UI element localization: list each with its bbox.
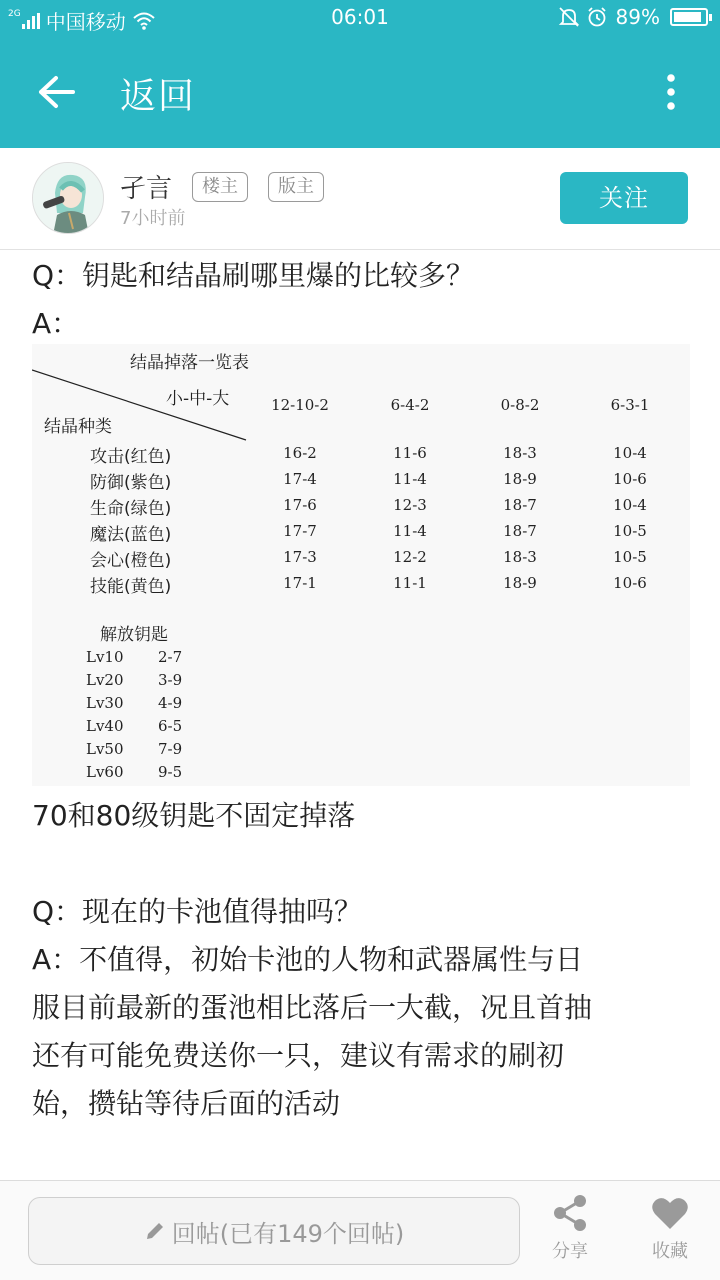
- post-line: Q：钥匙和结晶刷哪里爆的比较多？: [32, 259, 475, 292]
- key-level: Lv30: [86, 694, 124, 712]
- table-cell: 18-7: [503, 522, 537, 540]
- avatar[interactable]: [32, 162, 104, 234]
- pencil-icon: [144, 1220, 166, 1242]
- key-level: Lv40: [86, 717, 124, 735]
- table-cell: 18-3: [503, 548, 537, 566]
- post-content-after-table: [32, 792, 692, 1128]
- post-time: 7小时前: [120, 208, 186, 229]
- table-row-label: 会心(橙色): [90, 551, 172, 571]
- table-column-header: 6-4-2: [390, 396, 430, 414]
- table-cell: 11-1: [393, 574, 427, 592]
- share-icon: [550, 1193, 590, 1233]
- table-column-header: 6-3-1: [610, 396, 650, 414]
- table-cell: 17-6: [283, 496, 317, 514]
- key-value: 9-5: [158, 763, 183, 781]
- favorite-button[interactable]: [640, 1193, 700, 1263]
- clock: 06:01: [331, 5, 389, 29]
- share-button[interactable]: [540, 1193, 600, 1263]
- key-level: Lv60: [86, 763, 124, 781]
- post-line: 70和80级钥匙不固定掉落: [32, 799, 356, 832]
- table-cell: 17-4: [283, 470, 317, 488]
- back-button-label[interactable]: 返回: [120, 76, 197, 117]
- key-level: Lv10: [86, 648, 124, 666]
- crystal-drop-table-image[interactable]: [32, 344, 690, 786]
- reply-placeholder: 回帖(已有149个回帖): [171, 1219, 405, 1248]
- key-level: Lv20: [86, 671, 124, 689]
- heart-icon: [650, 1193, 690, 1233]
- table-cell: 10-5: [613, 522, 647, 540]
- key-value: 2-7: [158, 648, 183, 666]
- table-cell: 17-3: [283, 548, 317, 566]
- key-value: 6-5: [158, 717, 183, 735]
- table-cell: 10-5: [613, 548, 647, 566]
- avatar-image: [33, 163, 104, 234]
- table-cell: 12-3: [393, 496, 427, 514]
- type-label: 结晶种类: [44, 417, 112, 437]
- tag-moderator: 版主: [268, 172, 324, 202]
- key-value: 7-9: [158, 740, 183, 758]
- table-cell: 18-9: [503, 574, 537, 592]
- table-cell: 17-7: [283, 522, 317, 540]
- table-cell: 12-2: [393, 548, 427, 566]
- table-column-header: 0-8-2: [500, 396, 540, 414]
- table-row-label: 魔法(蓝色): [90, 525, 172, 545]
- battery-fill: [674, 12, 701, 22]
- app-bar: [0, 36, 720, 148]
- post-line: 服目前最新的蛋池相比落后一大截，况且首抽: [32, 991, 593, 1024]
- bottom-bar: [0, 1180, 720, 1280]
- carrier-name: 中国移动: [45, 10, 126, 34]
- post-line: 始，攒钻等待后面的活动: [32, 1087, 341, 1120]
- table-column-header: 12-10-2: [271, 396, 329, 414]
- table-cell: 10-6: [613, 470, 647, 488]
- author-row: [0, 148, 720, 250]
- table-cell: 10-4: [613, 444, 647, 462]
- table-cell: 18-7: [503, 496, 537, 514]
- table-cell: 18-9: [503, 470, 537, 488]
- table-row-label: 攻击(红色): [90, 447, 172, 467]
- table-cell: 16-2: [283, 444, 317, 462]
- table-cell: 10-4: [613, 496, 647, 514]
- post-content: [32, 252, 692, 348]
- key-value: 3-9: [158, 671, 183, 689]
- post-line: A：: [32, 307, 80, 340]
- table-cell: 11-4: [393, 522, 427, 540]
- table-row-label: 防御(紫色): [90, 473, 172, 493]
- table-cell: 18-3: [503, 444, 537, 462]
- more-options-icon[interactable]: [666, 74, 676, 110]
- key-value: 4-9: [158, 694, 183, 712]
- status-bar: [0, 0, 720, 36]
- table-cell: 17-1: [283, 574, 317, 592]
- size-label: 小-中-大: [166, 389, 230, 409]
- key-table-title: 解放钥匙: [100, 625, 168, 645]
- battery-icon: [670, 8, 708, 26]
- table-row-label: 生命(绿色): [90, 499, 172, 519]
- share-label: 分享: [552, 1241, 588, 1262]
- reply-input[interactable]: [28, 1197, 520, 1265]
- battery-percent: 89%: [615, 5, 660, 29]
- table-title: 结晶掉落一览表: [130, 353, 249, 373]
- mute-bell-icon: [558, 6, 580, 28]
- back-arrow-icon[interactable]: [36, 74, 76, 110]
- post-line: 还有可能免费送你一只，建议有需求的刷初: [32, 1039, 565, 1072]
- author-name[interactable]: 孑言: [120, 174, 173, 204]
- follow-button[interactable]: 关注: [560, 172, 688, 224]
- qa-block: [32, 888, 692, 1128]
- post-line: Q：现在的卡池值得抽吗？: [32, 895, 363, 928]
- favorite-label: 收藏: [652, 1241, 688, 1262]
- tag-op: 楼主: [192, 172, 248, 202]
- table-cell: 11-4: [393, 470, 427, 488]
- table-row-label: 技能(黄色): [90, 577, 172, 597]
- table-cell: 11-6: [393, 444, 427, 462]
- status-right: [558, 5, 708, 29]
- table-cell: 10-6: [613, 574, 647, 592]
- network-type: 2G: [8, 9, 21, 19]
- key-level: Lv50: [86, 740, 124, 758]
- alarm-icon: [586, 6, 608, 28]
- post-line: A：不值得，初始卡池的人物和武器属性与日: [32, 943, 584, 976]
